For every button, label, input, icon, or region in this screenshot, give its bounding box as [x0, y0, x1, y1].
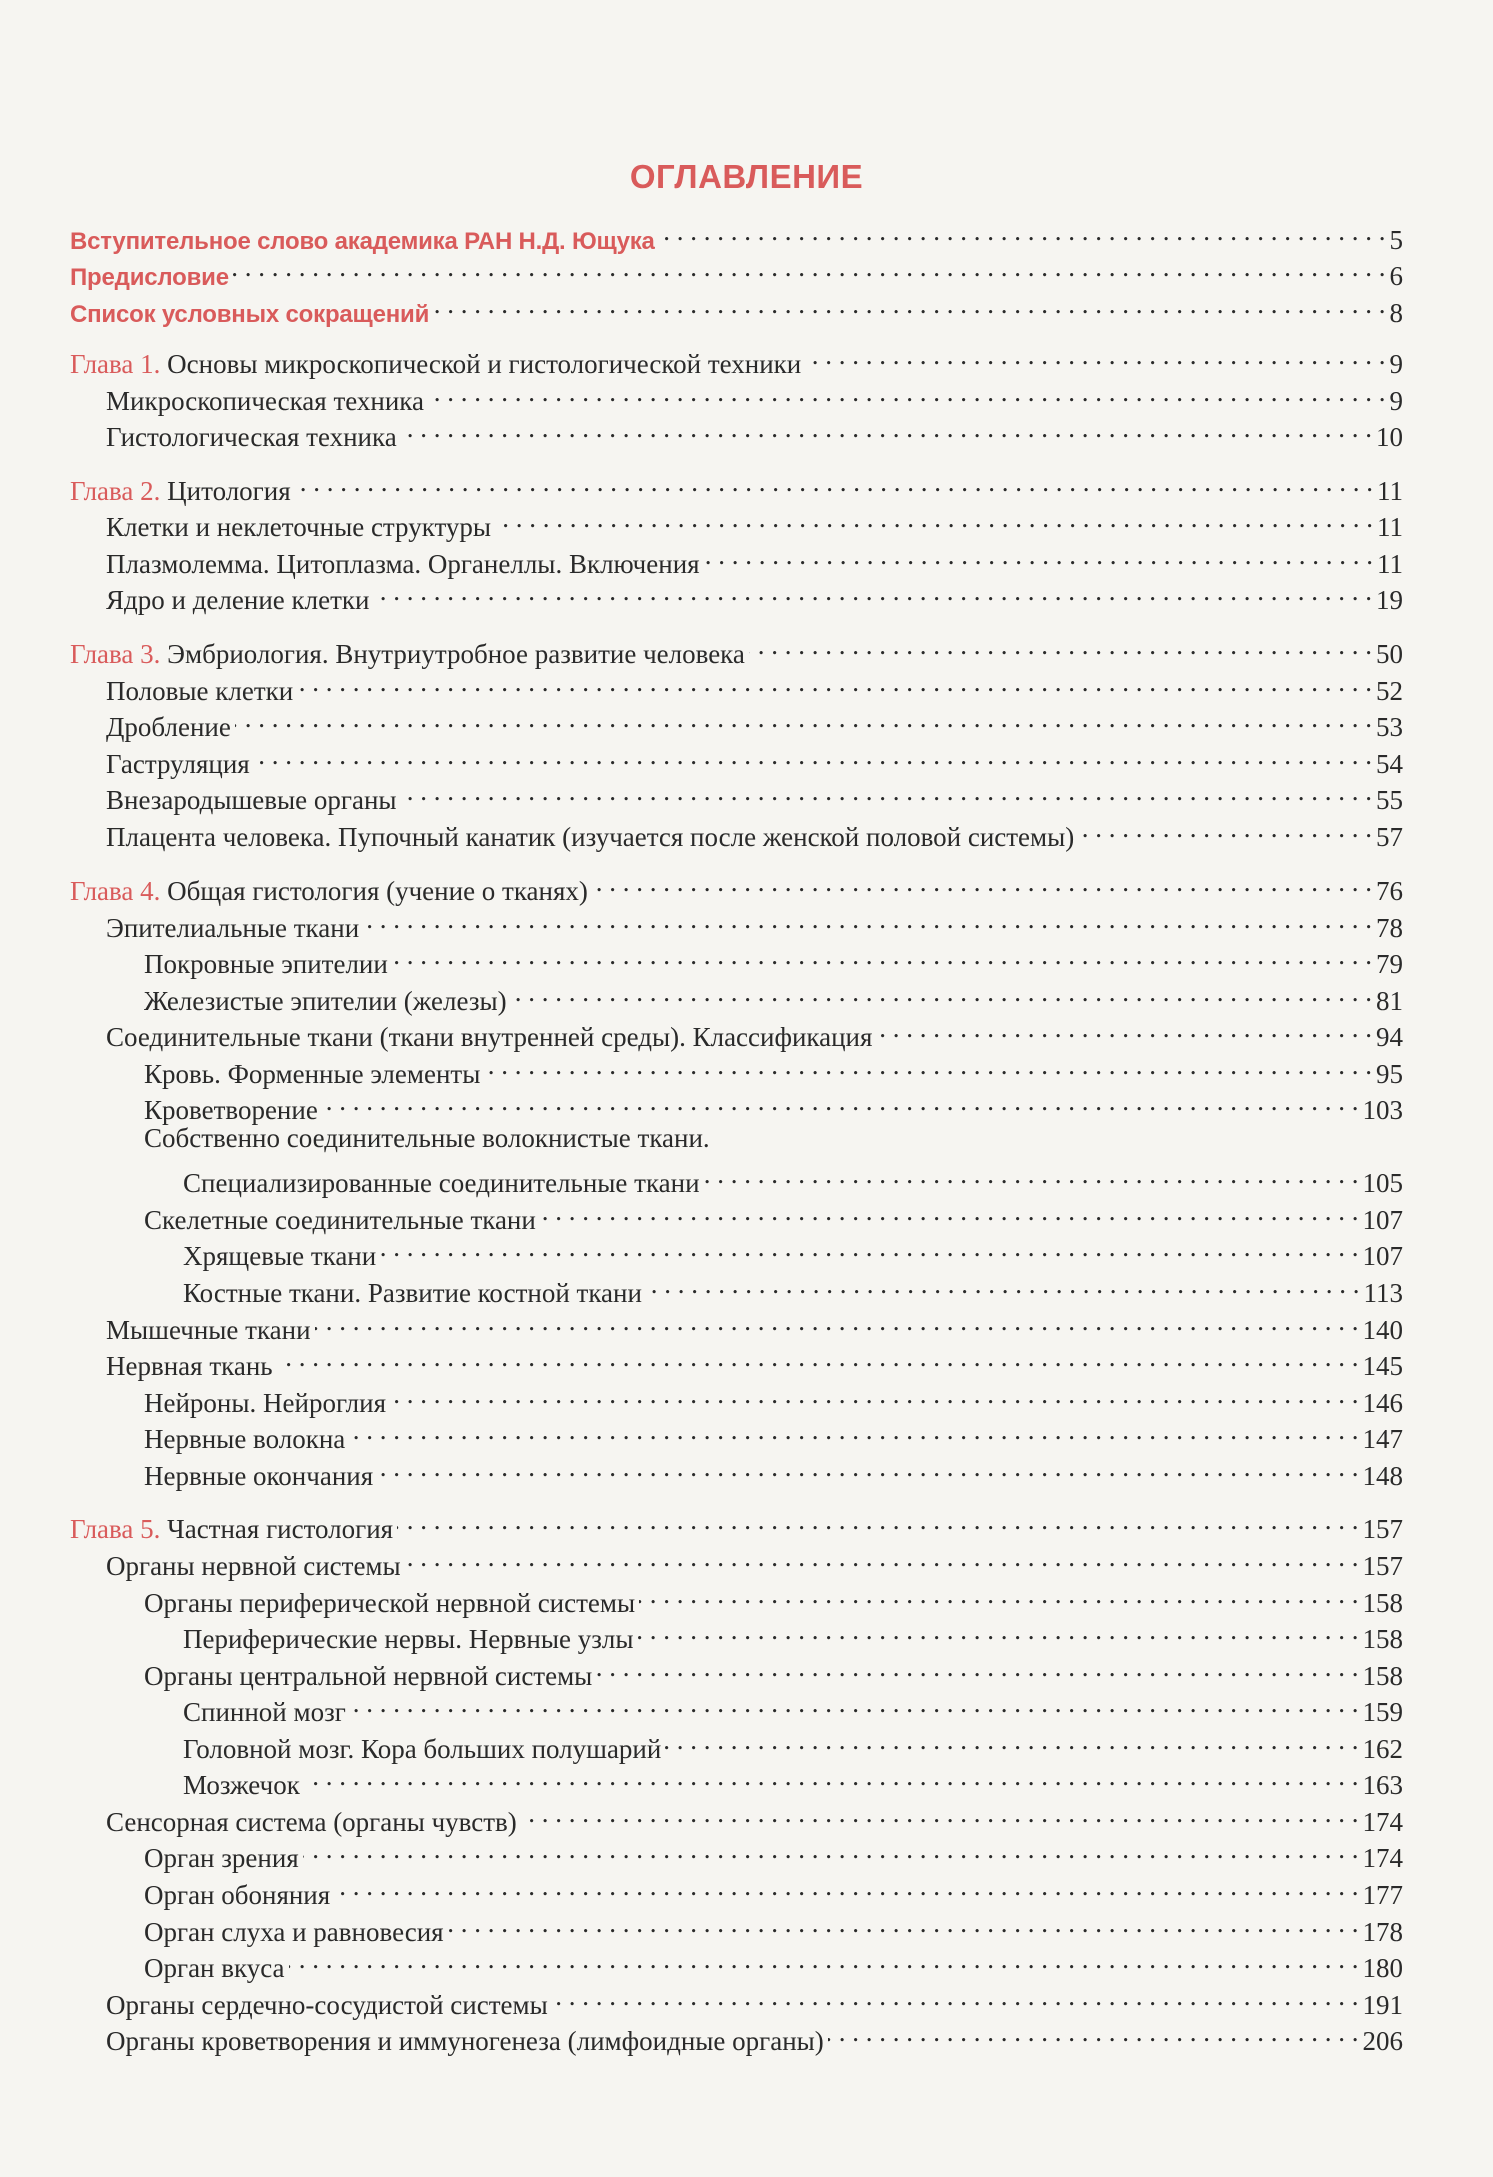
dot-leader — [295, 464, 1373, 500]
dot-leader — [665, 1722, 1358, 1758]
entry-title-text: Плацента человека. Пупочный канатик (изучается после женской половой системы) — [106, 822, 1075, 852]
dot-leader — [646, 1266, 1360, 1302]
entry-title-text: Эпителиальные ткани — [106, 913, 360, 943]
toc-entry[interactable] — [144, 1376, 1403, 1418]
toc-entry[interactable] — [106, 573, 1403, 615]
toc-entry-title — [144, 1458, 373, 1494]
entry-title-text: Периферические нервы. Нервные узлы — [183, 1624, 634, 1654]
page-number: 6 — [1389, 261, 1403, 291]
page-number: 174 — [1362, 1843, 1403, 1873]
page-number: 5 — [1389, 225, 1403, 255]
toc-entry[interactable] — [106, 500, 1403, 542]
entry-title-text: Орган вкуса — [144, 1953, 285, 1983]
page-number: 191 — [1362, 1990, 1403, 2020]
toc-entry[interactable] — [144, 1905, 1403, 1947]
toc-entry[interactable] — [106, 810, 1403, 852]
page-number: 53 — [1376, 712, 1403, 742]
dot-leader — [495, 500, 1373, 536]
dot-leader — [363, 901, 1372, 937]
page-number: 146 — [1362, 1388, 1403, 1418]
page-number: 107 — [1362, 1241, 1403, 1271]
entry-title-text: Микроскопическая техника — [106, 386, 424, 416]
entry-title-text: Хрящевые ткани — [183, 1241, 377, 1271]
page-number: 140 — [1362, 1315, 1403, 1345]
entry-title-text: Мышечные ткани — [106, 1315, 311, 1345]
entry-title-text: Ядро и деление клетки — [106, 585, 370, 615]
page-number: 107 — [1362, 1205, 1403, 1235]
dot-leader — [405, 1539, 1359, 1575]
page-number: 11 — [1377, 549, 1403, 579]
entry-title-text: Скелетные соединительные ткани — [144, 1205, 536, 1235]
toc-entry[interactable] — [144, 1576, 1403, 1618]
toc-entry[interactable] — [106, 2014, 1403, 2056]
toc-entry[interactable] — [144, 1941, 1403, 1983]
entry-title-text: Частная гистология — [167, 1514, 394, 1544]
dot-leader — [233, 249, 1386, 285]
entry-title-text: Орган слуха и равновесия — [144, 1917, 444, 1947]
entry-title-text: Кроветворение — [144, 1095, 318, 1125]
entry-title-text: Нервные волокна — [144, 1424, 346, 1454]
toc-entry[interactable] — [106, 374, 1403, 416]
entry-title-text: Органы периферической нервной системы — [144, 1588, 636, 1618]
toc-chapter-entry[interactable] — [70, 337, 1403, 379]
toc-entry[interactable] — [183, 1612, 1403, 1654]
entry-title-text: Соединительные ткани (ткани внутренней среды). Классификация — [106, 1022, 873, 1052]
toc-chapter-entry[interactable] — [70, 864, 1403, 906]
entry-title-text: Органы центральной нервной системы — [144, 1661, 593, 1691]
dot-leader — [289, 1941, 1359, 1977]
entry-title-text: Сенсорная система (органы чувств) — [106, 1807, 517, 1837]
page-number: 105 — [1362, 1168, 1403, 1198]
page-number: 157 — [1362, 1514, 1403, 1544]
toc-entry-title — [70, 297, 429, 333]
dot-leader — [377, 1449, 1358, 1485]
chapter-label: Глава 3. — [70, 639, 161, 669]
toc-entry[interactable] — [106, 664, 1403, 706]
page-number: 11 — [1377, 512, 1403, 542]
toc-entry[interactable] — [144, 1868, 1403, 1910]
chapter-label: Глава 5. — [70, 1514, 161, 1544]
dot-leader — [704, 1156, 1359, 1192]
entry-title-text: Гаструляция — [106, 749, 250, 779]
toc-entry-title — [106, 2023, 824, 2059]
toc-entry-title — [106, 582, 369, 618]
dot-leader — [322, 1083, 1359, 1119]
entry-title-text: Общая гистология (учение о тканях) — [167, 876, 588, 906]
dot-leader — [704, 537, 1373, 573]
toc-entry[interactable] — [106, 1795, 1403, 1837]
page-number: 9 — [1389, 349, 1403, 379]
dot-leader — [254, 737, 1372, 773]
toc-entry[interactable] — [106, 737, 1403, 779]
toc-entry[interactable] — [106, 537, 1403, 579]
dot-leader — [235, 700, 1372, 736]
toc-entry[interactable] — [106, 1539, 1403, 1581]
entry-title-text: Железистые эпителии (железы) — [144, 986, 507, 1016]
page-number: 162 — [1362, 1734, 1403, 1764]
toc-chapter-entry[interactable] — [70, 627, 1403, 669]
toc-chapter-entry[interactable] — [70, 1502, 1403, 1544]
toc-entry[interactable] — [144, 1649, 1403, 1691]
dot-leader — [277, 1339, 1359, 1375]
toc-entry[interactable] — [183, 1722, 1403, 1764]
entry-title-text: Органы нервной системы — [106, 1551, 401, 1581]
page-number: 94 — [1376, 1022, 1403, 1052]
page-number: 206 — [1362, 2026, 1403, 2056]
toc-entry[interactable] — [144, 1047, 1403, 1089]
dot-leader — [749, 627, 1372, 663]
chapter-label: Глава 4. — [70, 876, 161, 906]
page-number: 157 — [1362, 1551, 1403, 1581]
page-number: 9 — [1389, 386, 1403, 416]
page-number: 174 — [1362, 1807, 1403, 1837]
page-number: 113 — [1363, 1278, 1403, 1308]
dot-leader — [511, 974, 1372, 1010]
entry-title-text: Клетки и неклеточные структуры — [106, 512, 492, 542]
toc-chapter-entry[interactable] — [70, 464, 1403, 506]
entry-title-text: Кровь. Форменные элементы — [144, 1059, 481, 1089]
entry-title-text: Плазмолемма. Цитоплазма. Органеллы. Включения — [106, 549, 700, 579]
dot-leader — [659, 213, 1386, 249]
dot-leader — [401, 773, 1372, 809]
page-number: 81 — [1376, 986, 1403, 1016]
toc-entry[interactable] — [183, 1229, 1403, 1271]
entry-title-text: Костные ткани. Развитие костной ткани — [183, 1278, 642, 1308]
page-number: 158 — [1362, 1588, 1403, 1618]
entry-title-text: Органы кроветворения и иммуногенеза (лимфоидные органы) — [106, 2026, 824, 2056]
dot-leader — [392, 937, 1372, 973]
dot-leader — [334, 1868, 1358, 1904]
page-number: 78 — [1376, 913, 1403, 943]
page-number: 54 — [1376, 749, 1403, 779]
page-number: 158 — [1362, 1661, 1403, 1691]
dot-leader — [303, 1831, 1359, 1867]
dot-leader — [433, 286, 1385, 322]
entry-title-text: Список условных сокращений — [70, 301, 430, 328]
page-number: 145 — [1362, 1351, 1403, 1381]
toc-entry[interactable] — [183, 1685, 1403, 1727]
entry-title-text: Эмбриология. Внутриутробное развитие человека — [167, 639, 745, 669]
dot-leader — [638, 1612, 1359, 1648]
toc-entry-title — [106, 819, 1074, 855]
entry-title-text: Покровные эпителии — [144, 949, 388, 979]
dot-leader — [373, 573, 1372, 609]
dot-leader — [349, 1412, 1358, 1448]
dot-leader — [1078, 810, 1372, 846]
page-number: 103 — [1362, 1095, 1403, 1125]
toc-entry[interactable] — [106, 1978, 1403, 2020]
dot-leader — [540, 1193, 1359, 1229]
dot-leader — [596, 1649, 1358, 1685]
dot-leader — [484, 1047, 1372, 1083]
toc-entry[interactable] — [106, 1303, 1403, 1345]
page-number: 55 — [1376, 785, 1403, 815]
toc-entry[interactable] — [106, 773, 1403, 815]
dot-leader — [828, 2014, 1359, 2050]
dot-leader — [390, 1376, 1359, 1412]
toc-entry[interactable] — [106, 1339, 1403, 1381]
entry-title-text: Вступительное слово академика РАН Н.Д. Ющука — [70, 228, 655, 255]
toc-entry[interactable] — [106, 700, 1403, 742]
dot-leader — [428, 374, 1386, 410]
toc-entry[interactable] — [106, 901, 1403, 943]
toc-entry[interactable] — [144, 937, 1403, 979]
page-number: 159 — [1362, 1697, 1403, 1727]
page-number: 11 — [1377, 476, 1403, 506]
entry-title-text: Мозжечок — [183, 1770, 300, 1800]
dot-leader — [350, 1685, 1359, 1721]
entry-title-text: Дробление — [106, 712, 231, 742]
dot-leader — [304, 1758, 1359, 1794]
entry-title-text: Цитология — [167, 476, 291, 506]
page-number: 10 — [1376, 422, 1403, 452]
entry-title-text: Половые клетки — [106, 676, 294, 706]
entry-title-text: Нейроны. Нейроглия — [144, 1388, 386, 1418]
entry-title-text: Внезародышевые органы — [106, 785, 397, 815]
page-number: 76 — [1376, 876, 1403, 906]
toc-entry[interactable] — [183, 1156, 1403, 1198]
page-number: 148 — [1362, 1461, 1403, 1491]
page-number: 178 — [1362, 1917, 1403, 1947]
entry-title-text: Основы микроскопической и гистологической техники — [167, 349, 802, 379]
dot-leader — [297, 664, 1372, 700]
entry-title-text: Нервные окончания — [144, 1461, 374, 1491]
toc-entry[interactable] — [144, 1412, 1403, 1454]
page-number: 19 — [1376, 585, 1403, 615]
entry-title-text: Предисловие — [70, 264, 229, 291]
dot-leader — [380, 1229, 1358, 1265]
toc-entry[interactable] — [106, 410, 1403, 452]
page-number: 163 — [1362, 1770, 1403, 1800]
entry-title-text: Спинной мозг — [183, 1697, 346, 1727]
entry-title-text: Гистологическая техника — [106, 422, 397, 452]
toc-entry[interactable] — [183, 1266, 1403, 1308]
toc-entry[interactable] — [144, 1449, 1403, 1491]
toc-front-entry[interactable] — [70, 286, 1403, 328]
dot-leader — [521, 1795, 1359, 1831]
dot-leader — [397, 1502, 1358, 1538]
toc-front-entry[interactable] — [70, 249, 1403, 291]
dot-leader — [639, 1576, 1358, 1612]
chapter-label: Глава 1. — [70, 349, 161, 379]
page-number: 177 — [1362, 1880, 1403, 1910]
entry-title-text: Головной мозг. Кора больших полушарий — [183, 1734, 662, 1764]
dot-leader — [876, 1010, 1372, 1046]
toc-entry-title: Собственно соединительные волокнистые ткани. — [144, 1123, 710, 1153]
dot-leader — [592, 864, 1372, 900]
entry-title-text: Специализированные соединительные ткани — [183, 1168, 700, 1198]
entry-title-text: Органы сердечно-сосудистой системы — [106, 1990, 548, 2020]
page-number: 52 — [1376, 676, 1403, 706]
toc-entry-title — [106, 419, 397, 455]
dot-leader — [805, 337, 1385, 373]
toc-heading: ОГЛАВЛЕНИЕ — [629, 158, 864, 195]
toc-entry[interactable] — [106, 1010, 1403, 1052]
page-number: 50 — [1376, 639, 1403, 669]
page-number: 158 — [1362, 1624, 1403, 1654]
page-number: 147 — [1362, 1424, 1403, 1454]
toc-entry[interactable] — [144, 1083, 1403, 1125]
dot-leader — [448, 1905, 1359, 1941]
toc-entry[interactable] — [183, 1758, 1403, 1800]
entry-title-text: Орган обоняния — [144, 1880, 331, 1910]
page-number: 8 — [1389, 298, 1403, 328]
toc-entry[interactable] — [144, 1193, 1403, 1235]
page-number: 180 — [1362, 1953, 1403, 1983]
chapter-label: Глава 2. — [70, 476, 161, 506]
dot-leader — [401, 410, 1372, 446]
toc-entry[interactable] — [144, 974, 1403, 1016]
page-number: 57 — [1376, 822, 1403, 852]
dot-leader — [315, 1303, 1359, 1339]
page-number: 95 — [1376, 1059, 1403, 1089]
dot-leader — [552, 1978, 1359, 2014]
entry-title-text: Орган зрения — [144, 1843, 299, 1873]
page-number: 79 — [1376, 949, 1403, 979]
toc-front-entry[interactable] — [70, 213, 1403, 255]
toc-entry[interactable] — [144, 1831, 1403, 1873]
entry-title-text: Нервная ткань — [106, 1351, 273, 1381]
